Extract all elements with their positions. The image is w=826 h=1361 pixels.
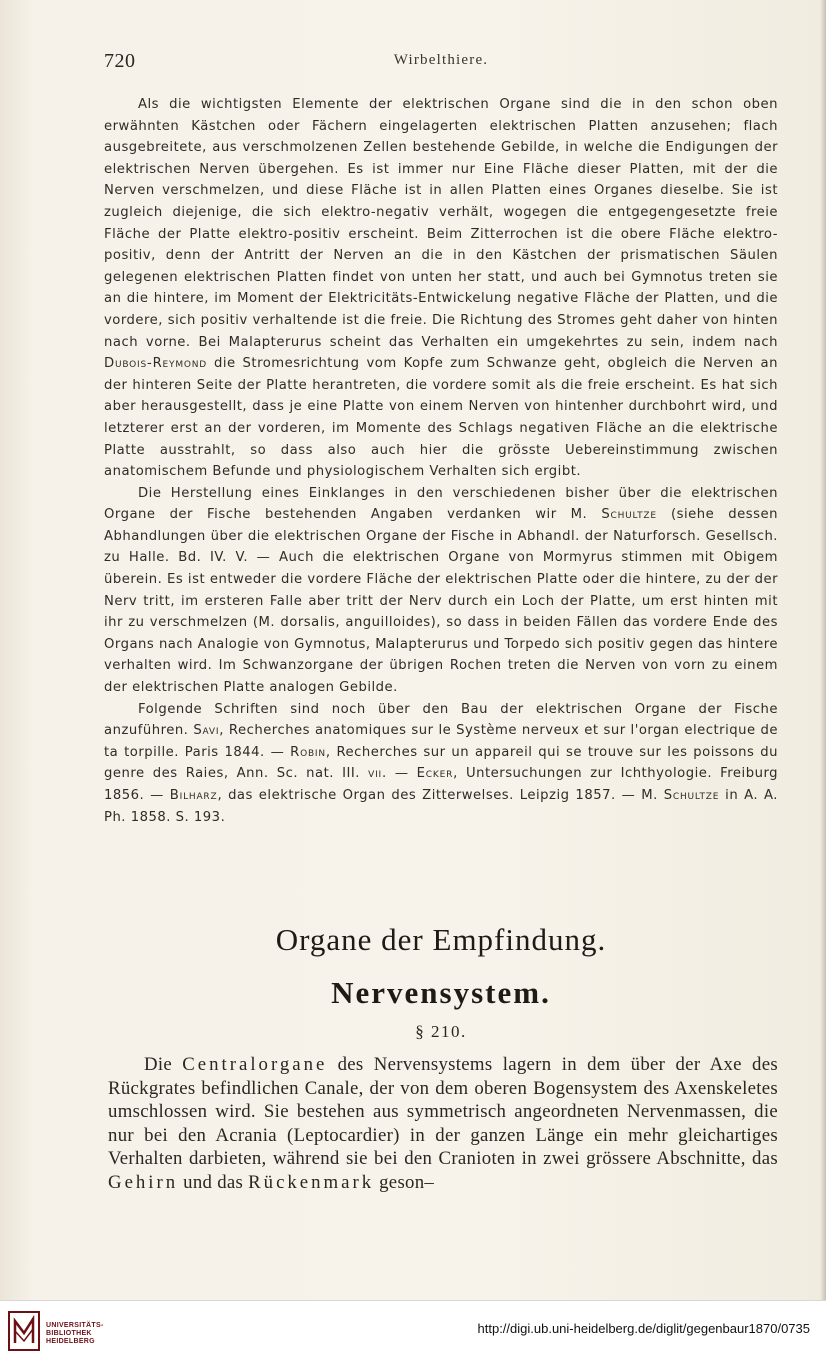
logo-line: BIBLIOTHEK (46, 1330, 92, 1337)
text-run: und das (178, 1171, 249, 1193)
library-seal-icon (8, 1311, 40, 1351)
text-run: Als die wichtigsten Elemente der elektrischen Organe sind die in den schon oben erwähnten Kästchen oder Fächern eingelagerten elektrischen Platten anzusehen; flach ausgebreitete, aus verschmolzenen Zellen bestehende Gebilde, in welche die Endigungen der elektrischen Nerven übergehen. Es ist immer nur Eine Fläche dieser Platten, mit der die Nerven verschmelzen, und diese Fläche ist in allen Platten eines Organes dieselbe. Sie ist zugleich diejenige, die sich elektro-negativ verhält, wogegen die entgegengesetzte freie Fläche der Platte elektro-positiv erscheint. Beim Zitterrochen ist die obere Fläche elektro-positiv, denn der Antritt der Nerven an die in den Kästchen der prismatischen Säulen gelegenen elektrischen Platten findet von unten her statt, und auch bei Gymnotus treten sie an die hintere, im Moment der Elektricitäts-Entwickelung negative Fläche der Platten, und die vordere, sich positiv verhaltende ist die freie. Die Richtung des Stromes geht daher von hinten nach vorne. Bei Malapterurus scheint das Verhalten ein umgekehrtes zu sein, indem nach (104, 97, 778, 350)
permalink-url[interactable]: http://digi.ub.uni-heidelberg.de/diglit/gegenbaur1870/0735 (477, 1321, 810, 1336)
emphasis-term: Centralorgane (182, 1054, 328, 1075)
author-name: Dubois-Reymond (104, 356, 208, 372)
author-name: Schultze (663, 788, 720, 803)
text-run: , das elektrische Organ des Zitterwelses. Leipzig 1857. — M. (217, 788, 664, 803)
text-run: , Untersuchungen zur Ichthyologie. Freiburg 1856. — (104, 766, 778, 803)
emphasis-term: Rückenmark (248, 1171, 375, 1193)
paragraph-number: § 210. (415, 1022, 467, 1041)
page-edge-shadow (820, 0, 826, 1300)
section-subheading: Nervensystem. (331, 975, 551, 1010)
page-header (104, 50, 778, 76)
logo-line: HEIDELBERG (46, 1338, 95, 1345)
text-run: Folgende Schriften sind noch über den Bau der elektrischen Organe der Fische anzuführen. (104, 701, 778, 739)
library-logo[interactable] (8, 1309, 118, 1353)
running-title: Wirbelthiere. (393, 52, 489, 68)
author-name: Bilharz (169, 788, 218, 803)
section-heading: Organe der Empfindung. (275, 922, 607, 957)
text-run: geson– (374, 1171, 435, 1193)
text-run: Die (144, 1054, 183, 1075)
page-number: 720 (104, 50, 136, 72)
paragraph-schultze (104, 483, 778, 699)
author-name: Schultze (601, 507, 657, 523)
section-body (108, 1053, 778, 1194)
text-run: , Recherches anatomiques sur le Système nerveux et sur l'organ electrique de ta torpille. Paris 1844. — (104, 723, 778, 760)
viewer-footer (0, 1300, 826, 1361)
text-run: in A. A. Ph. 1858. S. 193. (104, 788, 778, 825)
volume-numeral: vii (368, 766, 382, 782)
logo-line: UNIVERSITÄTS- (46, 1322, 104, 1329)
paragraph-electric-plates (104, 94, 778, 483)
text-run: , Recherches sur un appareil qui se trouve sur les poissons du genre des Raies, Ann. Sc. nat. III. (104, 744, 778, 782)
body-text (104, 94, 778, 828)
emphasis-term: Gehirn (108, 1171, 179, 1193)
author-name: Savi (193, 723, 220, 739)
text-run: . — (382, 766, 417, 782)
library-name (46, 1322, 104, 1346)
author-name: Ecker (416, 766, 454, 782)
paragraph-references (104, 699, 778, 829)
text-run: des Nervensystems lagern in dem über der Axe des Rückgrates befindlichen Canale, der von dem oberen Bogensystem des Axenskeletes umschlossen wird. Sie bestehen aus symmetrisch angeordneten Nervenmassen, die nur bei den Acrania (Leptocardier) in der ganzen Länge ein mehr gleichartiges Verhalten darbieten, während sie bei den Cranioten in zwei grössere Abschnitte, das (108, 1054, 778, 1169)
author-name: Robin (290, 744, 326, 760)
text-run: Die Herstellung eines Einklanges in den verschiedenen bisher über die elektrischen Organe der Fische bestehenden Angaben verdanken wir M. (104, 485, 778, 523)
text-run: (siehe dessen Abhandlungen über die elektrischen Organe der Fische in Abhandl. der Naturforsch. Gesellsch. zu Halle. Bd. IV. V. — Auch die elektrischen Organe von Mormyrus stimmen mit Obigem überein. Es ist entweder die vordere Fläche der elektrischen Platte oder die hintere, zu der der Nerv tritt, im ersteren Falle aber tritt der Nerv durch ein Loch der Platte, um erst hinten mit ihr zu verschmelzen (M. dorsalis, anguilloides), so dass in beiden Fällen das vordere Ende des Organs nach Analogie von Gymnotus, Malapterurus und Torpedo sich positiv gegen das hintere verhalten wird. Im Schwanzorgane der übrigen Rochen treten die Nerven von vorn zu einem der elektrischen Platte analogen Gebilde. (104, 507, 778, 696)
text-run: die Stromesrichtung vom Kopfe zum Schwanze geht, obgleich die Nerven an der hinteren Seite der Platte herantreten, die vordere somit als die freie erscheint. Es hat sich aber herausgestellt, dass je eine Platte von einem Nerven von hintenher durchbohrt wird, und letzterer erst an der vorderen, im Momente des Schlags negativen Fläche an die elektrische Platte ausstrahlt, so dass also auch hier die grösste Uebereinstimmung zwischen anatomischem Befunde und physiologischem Verhalten sich ergibt. (104, 356, 778, 480)
paragraph-central-organs (108, 1053, 778, 1194)
